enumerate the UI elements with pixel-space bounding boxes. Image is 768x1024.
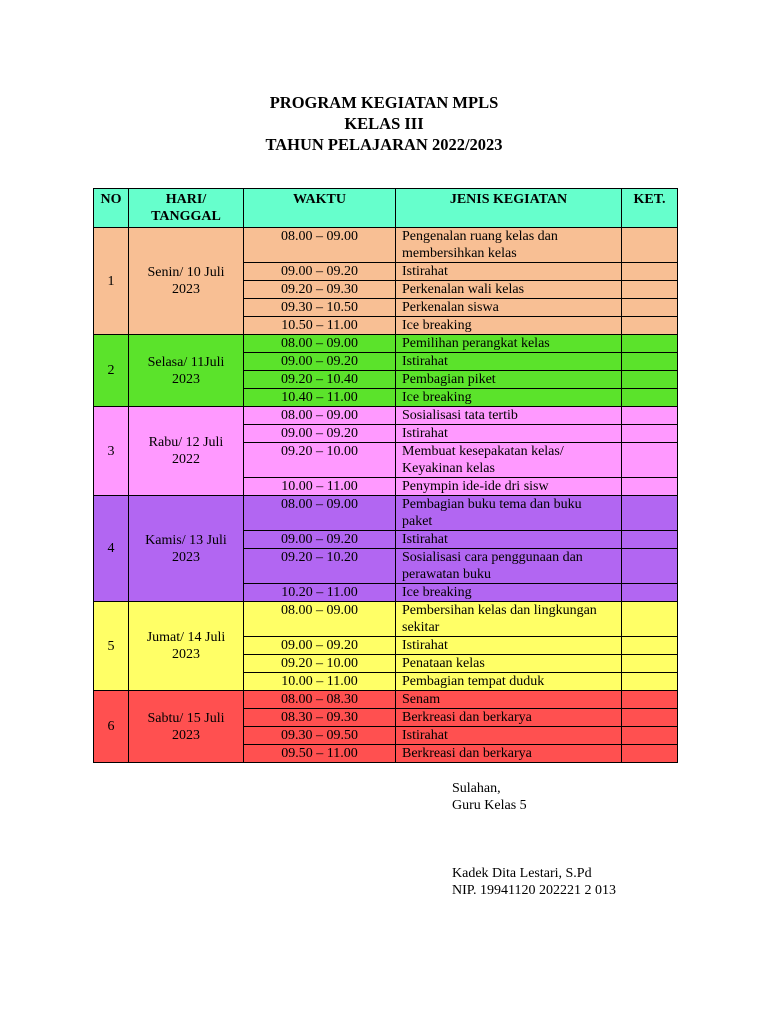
time-cell: 10.40 – 11.00	[244, 389, 396, 407]
activity-cell	[396, 673, 622, 691]
time-cell: 09.20 – 10.20	[244, 549, 396, 584]
activity-cell	[396, 335, 622, 353]
day-date-cell	[129, 602, 244, 691]
activity-cell	[396, 407, 622, 425]
time-cell: 10.00 – 11.00	[244, 478, 396, 496]
ket-cell	[622, 228, 678, 263]
ket-cell	[622, 531, 678, 549]
activity-cell	[396, 299, 622, 317]
day-year: 2023	[172, 549, 200, 565]
ket-cell	[622, 425, 678, 443]
title-line-3: TAHUN PELAJARAN 2022/2023	[265, 135, 503, 154]
activity-cell	[396, 263, 622, 281]
ket-cell	[622, 299, 678, 317]
activity-cell	[396, 389, 622, 407]
day-number-cell: 2	[94, 335, 129, 407]
time-cell: 09.00 – 09.20	[244, 425, 396, 443]
time-cell: 09.20 – 10.00	[244, 443, 396, 478]
ket-cell	[622, 443, 678, 478]
table-row	[94, 602, 678, 637]
time-cell: 08.00 – 09.00	[244, 228, 396, 263]
activity-text: Pembagian piket	[402, 372, 496, 387]
day-name: Senin/ 10 Juli	[147, 265, 225, 280]
time-cell: 09.50 – 11.00	[244, 745, 396, 763]
signature-nip: NIP. 19941120 202221 2 013	[452, 883, 616, 898]
activity-cell	[396, 655, 622, 673]
day-date-cell	[129, 335, 244, 407]
activity-cell	[396, 745, 622, 763]
time-cell: 08.00 – 09.00	[244, 602, 396, 637]
day-number-cell: 5	[94, 602, 129, 691]
time-cell: 10.00 – 11.00	[244, 673, 396, 691]
activity-text: Penataan kelas	[402, 656, 485, 671]
schedule-body	[94, 228, 678, 763]
time-cell: 09.20 – 09.30	[244, 281, 396, 299]
time-cell: 09.20 – 10.40	[244, 371, 396, 389]
table-row	[94, 407, 678, 425]
ket-cell	[622, 602, 678, 637]
activity-cell	[396, 281, 622, 299]
ket-cell	[622, 389, 678, 407]
ket-cell	[622, 478, 678, 496]
activity-cell	[396, 637, 622, 655]
ket-cell	[622, 673, 678, 691]
time-cell: 09.30 – 09.50	[244, 727, 396, 745]
day-year: 2023	[172, 371, 200, 387]
time-cell: 08.00 – 09.00	[244, 496, 396, 531]
day-number-cell: 1	[94, 228, 129, 335]
header-waktu: WAKTU	[244, 189, 396, 228]
header-hari-tanggal	[129, 189, 244, 228]
activity-cell	[396, 425, 622, 443]
ket-cell	[622, 263, 678, 281]
activity-text-continued: sekitar	[402, 620, 440, 635]
day-date-cell	[129, 691, 244, 763]
signature-role: Guru Kelas 5	[452, 798, 527, 813]
activity-text: Pembagian buku tema dan buku	[402, 497, 582, 512]
day-year: 2023	[172, 282, 200, 297]
ket-cell	[622, 335, 678, 353]
activity-text: Berkreasi dan berkarya	[402, 746, 532, 761]
activity-text: Istirahat	[402, 354, 448, 369]
activity-cell	[396, 727, 622, 745]
day-date-cell	[129, 228, 244, 335]
activity-cell	[396, 584, 622, 602]
day-number-cell: 3	[94, 407, 129, 496]
ket-cell	[622, 353, 678, 371]
header-no: NO	[94, 189, 129, 228]
day-year: 2023	[172, 727, 200, 743]
time-cell: 09.00 – 09.20	[244, 637, 396, 655]
activity-text: Perkenalan wali kelas	[402, 282, 525, 297]
activity-text: Sosialisasi tata tertib	[402, 408, 518, 423]
activity-text: Senam	[402, 692, 441, 707]
time-cell: 09.30 – 10.50	[244, 299, 396, 317]
ket-cell	[622, 549, 678, 584]
activity-cell	[396, 602, 622, 637]
activity-text: Ice breaking	[402, 318, 472, 333]
table-row	[94, 228, 678, 263]
activity-cell	[396, 443, 622, 478]
signature-place: Sulahan,	[452, 781, 501, 796]
day-name: Jumat/ 14 Juli	[146, 630, 226, 645]
time-cell: 08.30 – 09.30	[244, 709, 396, 727]
signature-name: Kadek Dita Lestari, S.Pd	[452, 866, 592, 881]
activity-text: Penympin ide-ide dri sisw	[402, 479, 549, 494]
time-cell: 09.00 – 09.20	[244, 531, 396, 549]
header-jenis-kegiatan: JENIS KEGIATAN	[396, 189, 622, 228]
activity-text: Ice breaking	[402, 390, 472, 405]
activity-cell	[396, 709, 622, 727]
ket-cell	[622, 281, 678, 299]
activity-cell	[396, 478, 622, 496]
header-ket: KET.	[622, 189, 678, 228]
time-cell: 09.20 – 10.00	[244, 655, 396, 673]
header-hari: HARI/	[165, 192, 207, 207]
schedule-table	[93, 188, 678, 763]
header-tanggal: TANGGAL	[151, 209, 221, 224]
day-number-cell: 4	[94, 496, 129, 602]
activity-cell	[396, 496, 622, 531]
time-cell: 09.00 – 09.20	[244, 353, 396, 371]
activity-cell	[396, 228, 622, 263]
activity-text: Istirahat	[402, 728, 448, 743]
activity-text: Istirahat	[402, 638, 448, 653]
activity-text: Ice breaking	[402, 585, 472, 600]
activity-text-continued: paket	[402, 514, 433, 529]
activity-cell	[396, 549, 622, 584]
ket-cell	[622, 691, 678, 709]
day-number-cell: 6	[94, 691, 129, 763]
ket-cell	[622, 745, 678, 763]
time-cell: 10.20 – 11.00	[244, 584, 396, 602]
table-header-row	[94, 189, 678, 228]
activity-cell	[396, 371, 622, 389]
day-date-cell	[129, 496, 244, 602]
day-name: Sabtu/ 15 Juli	[147, 710, 225, 726]
ket-cell	[622, 727, 678, 745]
day-year: 2022	[172, 452, 200, 467]
document-title	[0, 92, 768, 155]
day-year: 2023	[172, 647, 200, 662]
activity-text: Pembagian tempat duduk	[402, 674, 545, 689]
signature-block	[452, 780, 616, 899]
activity-cell	[396, 691, 622, 709]
activity-text-continued: Keyakinan kelas	[402, 461, 495, 476]
time-cell: 08.00 – 09.00	[244, 335, 396, 353]
title-line-1: PROGRAM KEGIATAN MPLS	[269, 93, 499, 112]
ket-cell	[622, 317, 678, 335]
time-cell: 08.00 – 08.30	[244, 691, 396, 709]
activity-text: Pemilihan perangkat kelas	[402, 336, 550, 351]
time-cell: 08.00 – 09.00	[244, 407, 396, 425]
ket-cell	[622, 584, 678, 602]
day-name: Selasa/ 11Juli	[147, 354, 225, 370]
activity-cell	[396, 317, 622, 335]
activity-text: Perkenalan siswa	[402, 300, 499, 315]
time-cell: 10.50 – 11.00	[244, 317, 396, 335]
day-name: Rabu/ 12 Juli	[148, 435, 224, 450]
activity-text: Istirahat	[402, 532, 448, 547]
activity-text-continued: perawatan buku	[402, 567, 492, 582]
table-row	[94, 691, 678, 709]
title-line-2: KELAS III	[344, 114, 424, 133]
ket-cell	[622, 655, 678, 673]
activity-text: Membuat kesepakatan kelas/	[402, 444, 564, 459]
activity-text: Sosialisasi cara penggunaan dan	[402, 550, 583, 565]
activity-cell	[396, 353, 622, 371]
activity-cell	[396, 531, 622, 549]
table-row	[94, 335, 678, 353]
day-name: Kamis/ 13 Juli	[145, 532, 227, 548]
ket-cell	[622, 407, 678, 425]
ket-cell	[622, 371, 678, 389]
table-row	[94, 496, 678, 531]
activity-text-continued: membersihkan kelas	[402, 246, 517, 261]
ket-cell	[622, 496, 678, 531]
activity-text: Pengenalan ruang kelas dan	[402, 229, 558, 244]
activity-text: Berkreasi dan berkarya	[402, 710, 532, 725]
ket-cell	[622, 709, 678, 727]
activity-text: Istirahat	[402, 264, 448, 279]
ket-cell	[622, 637, 678, 655]
day-date-cell	[129, 407, 244, 496]
activity-text: Istirahat	[402, 426, 448, 441]
activity-text: Pembersihan kelas dan lingkungan	[402, 603, 597, 618]
time-cell: 09.00 – 09.20	[244, 263, 396, 281]
